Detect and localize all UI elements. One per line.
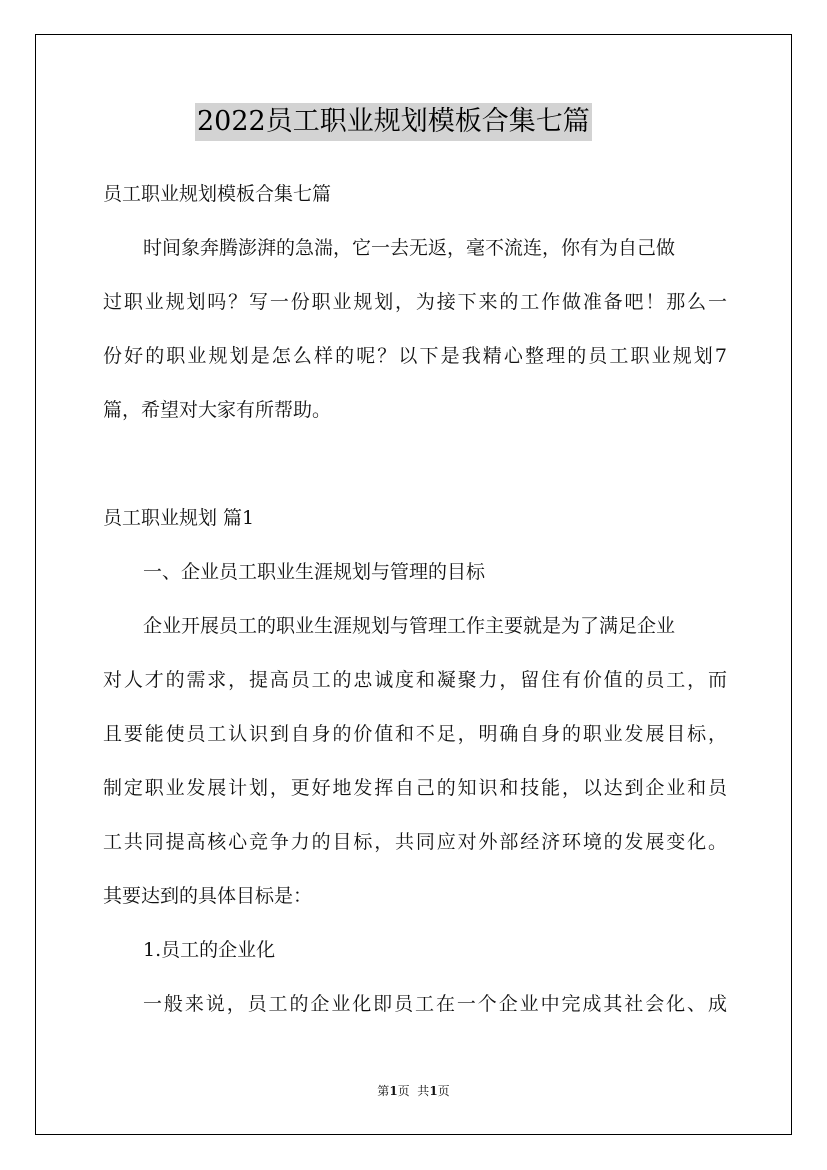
subtitle-line: 员工职业规划模板合集七篇 bbox=[103, 183, 332, 205]
body-line-7: 一般来说，员工的企业化即员工在一个企业中完成其社会化、成 bbox=[143, 993, 727, 1015]
body-line-6: 其要达到的具体目标是： bbox=[103, 885, 313, 907]
intro-line-4: 篇，希望对大家有所帮助。 bbox=[103, 399, 332, 421]
list-item-heading: 1.员工的企业化 bbox=[143, 939, 276, 961]
intro-line-2: 过职业规划吗？写一份职业规划，为接下来的工作做准备吧！那么一 bbox=[103, 291, 727, 313]
intro-line-1: 时间象奔腾澎湃的急湍，它一去无返，毫不流连，你有为自己做 bbox=[143, 237, 676, 259]
intro-line-3: 份好的职业规划是怎么样的呢？以下是我精心整理的员工职业规划7 bbox=[103, 345, 727, 367]
footer-suffix: 页 bbox=[437, 1084, 450, 1098]
body-line-5: 工共同提高核心竞争力的目标，共同应对外部经济环境的发展变化。 bbox=[103, 831, 727, 853]
subsection-heading: 一、企业员工职业生涯规划与管理的目标 bbox=[143, 561, 486, 583]
footer-prefix: 第 bbox=[377, 1084, 390, 1098]
document-title: 2022员工职业规划模板合集七篇 bbox=[195, 103, 592, 141]
footer-middle: 页 共 bbox=[397, 1084, 430, 1098]
footer-total-pages: 1 bbox=[429, 1084, 438, 1098]
body-line-2: 对人才的需求，提高员工的忠诚度和凝聚力，留住有价值的员工，而 bbox=[103, 669, 727, 691]
page-footer bbox=[0, 1083, 827, 1099]
body-line-1: 企业开展员工的职业生涯规划与管理工作主要就是为了满足企业 bbox=[143, 615, 676, 637]
body-line-4: 制定职业发展计划，更好地发挥自己的知识和技能，以达到企业和员 bbox=[103, 777, 727, 799]
footer-page-number: 1 bbox=[389, 1084, 398, 1098]
body-line-3: 且要能使员工认识到自身的价值和不足，明确自身的职业发展目标， bbox=[103, 723, 727, 745]
section-heading: 员工职业规划 篇1 bbox=[103, 507, 255, 529]
